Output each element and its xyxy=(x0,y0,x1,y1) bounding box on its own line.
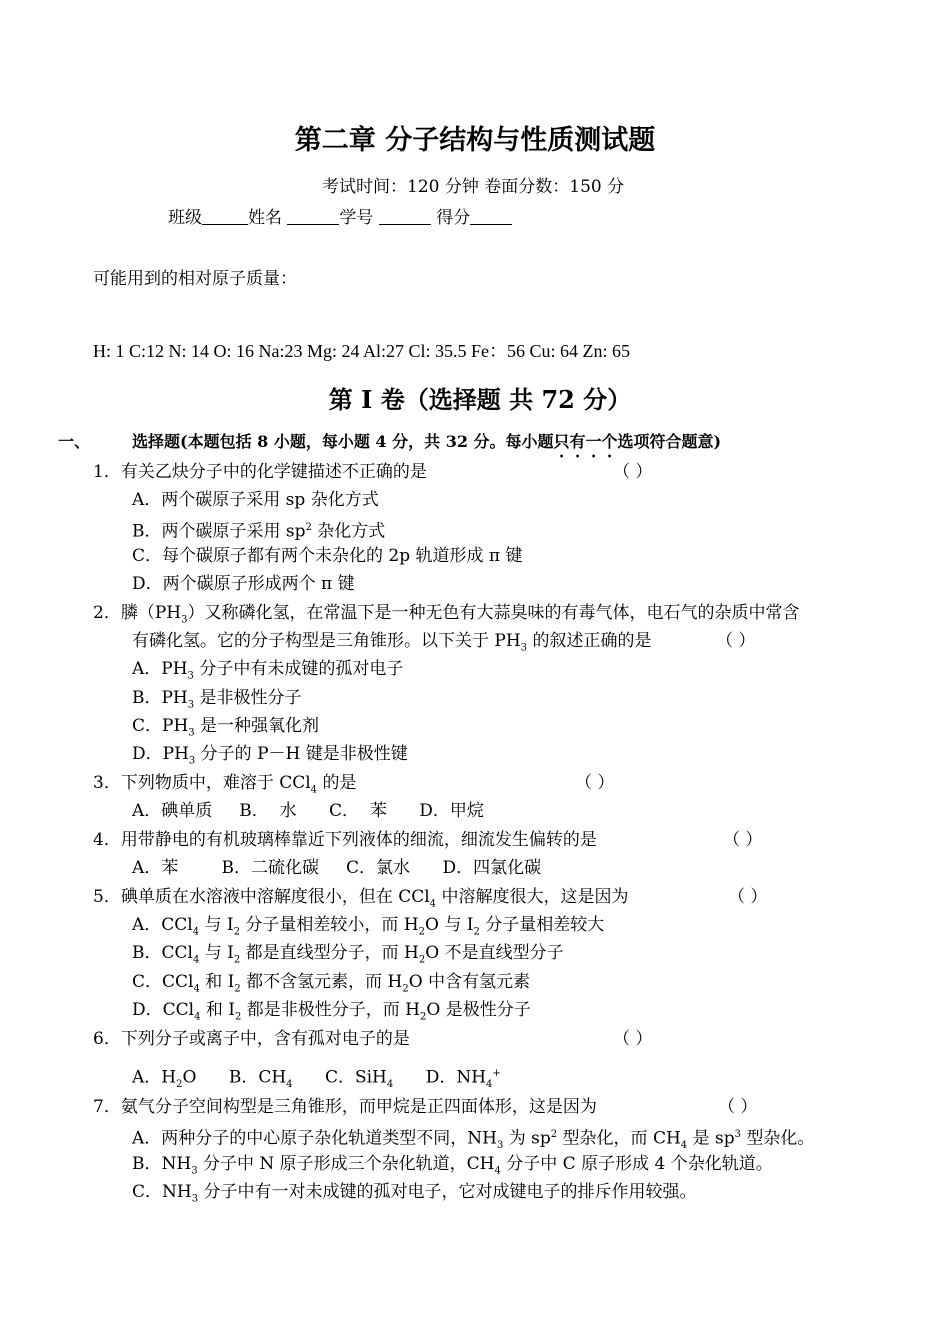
option-text: 是非极性分子 xyxy=(194,688,302,708)
option-text: 分子中有一对未成键的孤对电子，它对成键电子的排斥作用较强。 xyxy=(198,1182,697,1202)
question-7-option-c xyxy=(132,1181,697,1210)
class-label: 班级 xyxy=(168,208,202,228)
option-text: 与 I xyxy=(199,943,234,963)
option-text: A．H xyxy=(132,1067,177,1088)
subscript: 2 xyxy=(233,926,241,938)
subscript: 2 xyxy=(402,983,409,995)
instruction-text: 选择题(本题包括 8 小题，每小题 4 分，共 32 分。每小题 xyxy=(132,432,554,451)
question-6-answer-paren[interactable]: （ ） xyxy=(613,1029,653,1049)
option-text: 与 I xyxy=(199,915,234,935)
option-text: 型杂化。 xyxy=(740,1128,815,1149)
question-2-option-d xyxy=(132,743,408,772)
option-text: 都是非极性分子，而 H xyxy=(241,1000,421,1020)
section-title: 第 Ⅰ 卷（选择题 共 72 分） xyxy=(328,385,632,414)
question-1-stem: 1．有关乙炔分子中的化学键描述不正确的是 xyxy=(93,462,427,482)
option-text: 都不含氢元素，而 H xyxy=(240,972,403,992)
option-text: 和 I xyxy=(199,972,235,992)
subscript: 3 xyxy=(188,755,196,767)
exam-info: 考试时间：120 分钟 卷面分数：150 分 xyxy=(322,177,625,197)
question-7-stem: 7．氨气分子空间构型是三角锥形，而甲烷是正四面体形，这是因为 xyxy=(93,1097,597,1117)
question-2-stem-cont xyxy=(132,630,651,659)
name-blank[interactable] xyxy=(287,208,339,225)
subscript: 4 xyxy=(192,954,200,966)
question-4-options: A．苯 B．二硫化碳 C．氯水 D．四氯化碳 xyxy=(132,858,542,878)
subscript: 3 xyxy=(496,1140,504,1152)
option-text: O B．CH xyxy=(182,1067,287,1088)
subscript: 2 xyxy=(235,1011,242,1023)
option-text: A．PH xyxy=(132,659,188,679)
subscript: 3 xyxy=(187,670,194,682)
option-text: A．两种分子的中心原子杂化轨道类型不同，NH xyxy=(132,1128,497,1149)
question-5-answer-paren[interactable]: （ ） xyxy=(728,887,768,907)
stem-text: 有磷化氢。它的分子构型是三角锥形。以下关于 PH xyxy=(132,631,521,651)
superscript: 2 xyxy=(305,522,312,533)
subscript: 4 xyxy=(310,784,318,796)
stem-text: 5．碘单质在水溶液中溶解度很小，但在 CCl xyxy=(93,887,430,907)
option-text: D．PH xyxy=(132,744,189,764)
subscript: 3 xyxy=(191,1193,199,1205)
option-text: O 不是直线型分子 xyxy=(425,943,564,963)
atomic-masses: H: 1 C:12 N: 14 O: 16 Na:23 Mg: 24 Al:27 Cl: 35.5 Fe：56 Cu: 64 Zn: 65 xyxy=(93,341,631,361)
option-text: O 与 I xyxy=(425,915,474,935)
subscript: 3 xyxy=(188,727,195,739)
question-2-option-c xyxy=(132,715,319,744)
option-text: B．NH xyxy=(132,1154,192,1174)
stem-text: 中溶解度很大，这是因为 xyxy=(436,887,629,907)
subscript: 3 xyxy=(191,1165,198,1177)
name-label: 姓名 xyxy=(248,208,282,228)
question-2-option-b xyxy=(132,687,302,716)
option-text: B．两个碳原子采用 sp xyxy=(132,521,306,542)
score-label: 得分 xyxy=(436,208,471,228)
subscript: 2 xyxy=(418,926,426,938)
question-1-option-b xyxy=(132,517,385,543)
subscript: 2 xyxy=(176,1079,183,1091)
section-instruction xyxy=(132,431,721,461)
option-text: 分子的 P－H 键是非极性键 xyxy=(195,744,408,764)
instruction-text-end: 选项符合题意) xyxy=(617,432,722,451)
subscript: 2 xyxy=(420,1011,427,1023)
student-info-row xyxy=(168,207,512,229)
subscript: 3 xyxy=(187,699,195,711)
option-text: 和 I xyxy=(200,1000,235,1020)
option-text: 分子中有未成键的孤对电子 xyxy=(193,659,404,679)
subscript: 4 xyxy=(494,1165,501,1177)
option-text: C．SiH xyxy=(292,1067,387,1088)
subscript: 4 xyxy=(386,1079,394,1091)
option-text: C．PH xyxy=(132,716,189,736)
question-7-answer-paren[interactable]: （ ） xyxy=(718,1097,758,1117)
question-5-option-d xyxy=(132,999,531,1028)
question-5-option-b xyxy=(132,942,564,971)
subscript: 2 xyxy=(473,926,480,938)
page-title: 第二章 分子结构与性质测试题 xyxy=(294,125,656,156)
question-3-stem xyxy=(93,772,356,801)
option-text: D．CCl xyxy=(132,1000,195,1020)
question-1-option-c: C．每个碳原子都有两个未杂化的 2p 轨道形成 π 键 xyxy=(132,546,523,566)
subscript: 2 xyxy=(233,954,241,966)
subscript: 3 xyxy=(520,642,528,654)
subscript: 4 xyxy=(193,983,200,995)
question-7-option-b xyxy=(132,1153,773,1182)
subscript: 4 xyxy=(194,1011,201,1023)
number-blank[interactable] xyxy=(379,208,431,225)
question-1-option-a: A．两个碳原子采用 sp 杂化方式 xyxy=(132,490,379,510)
subscript: 4 xyxy=(286,1079,293,1091)
option-text: A．CCl xyxy=(132,915,193,935)
question-5-option-c xyxy=(132,971,530,1000)
stem-text: 的叙述正确的是 xyxy=(527,631,652,651)
question-2-stem xyxy=(93,602,799,631)
option-text: 型杂化，而 CH xyxy=(557,1128,681,1149)
subscript: 2 xyxy=(234,983,241,995)
option-text: 分子量相差较小，而 H xyxy=(240,915,419,935)
option-text: 都是直线型分子，而 H xyxy=(240,943,419,963)
question-5-stem xyxy=(93,886,628,915)
option-text: 是 sp xyxy=(687,1128,735,1149)
option-text: D．NH xyxy=(393,1067,487,1088)
atomic-mass-label: 可能用到的相对原子质量： xyxy=(93,269,297,289)
option-text: B．PH xyxy=(132,688,188,708)
stem-text: 的是 xyxy=(317,773,357,793)
superscript: 3 xyxy=(734,1129,741,1140)
class-blank[interactable] xyxy=(202,208,248,225)
stem-text: 2．膦（PH xyxy=(93,603,182,623)
option-text: C．CCl xyxy=(132,972,194,992)
question-3-options: A．碘单质 B． 水 C． 苯 D．甲烷 xyxy=(132,801,484,821)
subscript: 2 xyxy=(418,954,426,966)
option-text: O 中含有氢元素 xyxy=(408,972,531,992)
stem-text: 3．下列物质中，难溶于 CCl xyxy=(93,773,311,793)
option-text: 分子量相差较大 xyxy=(479,915,605,935)
stem-text: ）又称磷化氢，在常温下是一种无色有大蒜臭味的有毒气体，电石气的杂质中常含 xyxy=(187,603,800,623)
question-4-stem: 4．用带静电的有机玻璃棒靠近下列液体的细流，细流发生偏转的是 xyxy=(93,830,597,850)
option-text: O 是极性分子 xyxy=(426,1000,531,1020)
question-5-option-a xyxy=(132,914,604,943)
question-6-stem: 6．下列分子或离子中，含有孤对电子的是 xyxy=(93,1029,410,1049)
subscript: 4 xyxy=(486,1079,493,1091)
option-text: 分子中 N 原子形成三个杂化轨道，CH xyxy=(197,1154,495,1174)
question-2-answer-paren[interactable]: （ ） xyxy=(716,631,756,651)
question-3-answer-paren[interactable]: （ ） xyxy=(575,773,615,793)
subscript: 4 xyxy=(429,898,437,910)
subscript: 4 xyxy=(192,926,200,938)
subscript: 4 xyxy=(680,1140,688,1152)
option-text: B．CCl xyxy=(132,943,193,963)
option-text: 杂化方式 xyxy=(311,521,386,542)
question-6-options xyxy=(132,1063,501,1096)
option-text: 分子中 C 原子形成 4 个杂化轨道。 xyxy=(500,1154,773,1174)
question-4-answer-paren[interactable]: （ ） xyxy=(723,830,763,850)
number-label: 学号 xyxy=(339,208,374,228)
subscript: 3 xyxy=(181,614,188,626)
option-text: 是一种强氧化剂 xyxy=(194,716,320,736)
question-1-answer-paren[interactable]: （ ） xyxy=(613,462,653,482)
option-text: 为 sp xyxy=(503,1128,551,1149)
option-text: C．NH xyxy=(132,1182,192,1202)
question-1-option-d: D．两个碳原子形成两个 π 键 xyxy=(132,574,355,594)
question-2-option-a xyxy=(132,658,403,687)
superscript: + xyxy=(492,1068,501,1079)
score-blank[interactable] xyxy=(470,208,512,225)
part-number: 一、 xyxy=(58,432,91,451)
superscript: 2 xyxy=(550,1129,558,1140)
instruction-emphasis: 只有一个 xyxy=(553,432,618,451)
